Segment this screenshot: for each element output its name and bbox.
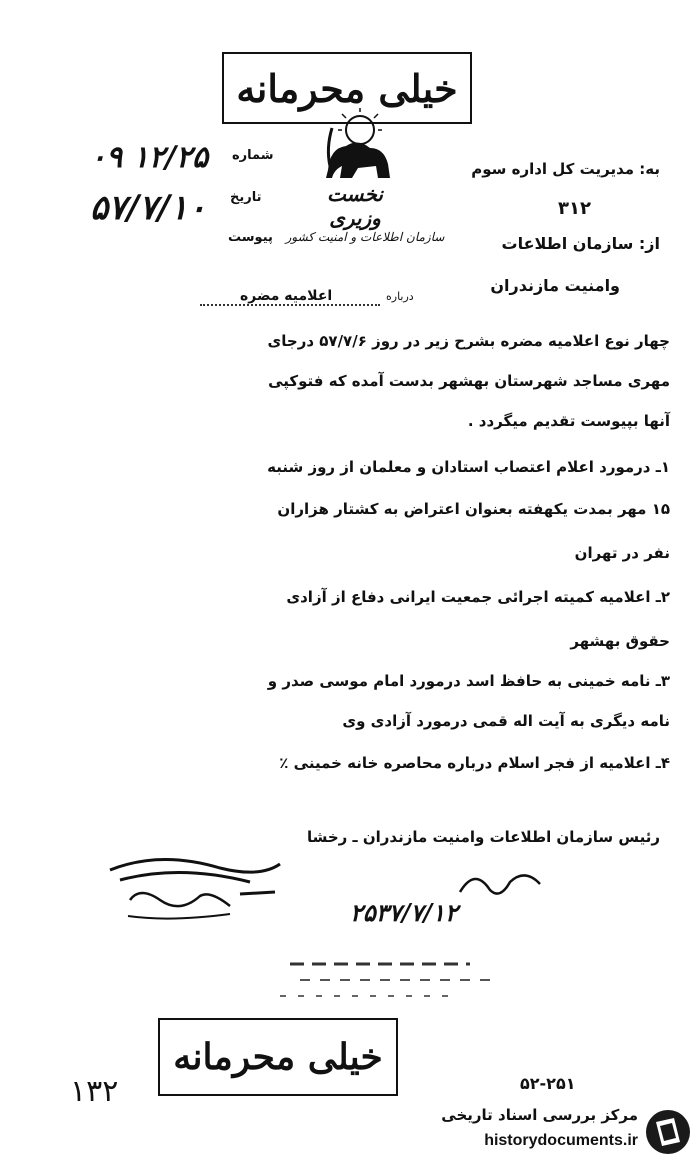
item-2-line-2: حقوق بهشهر xyxy=(570,632,670,650)
peyvast-label: پیوست xyxy=(228,230,273,245)
ministry-subtitle: سازمان اطلاعات و امنیت کشور xyxy=(285,230,445,244)
ministry-name: نخست وزیری xyxy=(327,182,383,230)
watermark-url: historydocuments.ir xyxy=(484,1132,638,1149)
intro-line-2: مهری مساجد شهرستان بهشهر بدست آمده که فتوکپی xyxy=(268,372,670,390)
subject-value: اعلامیه مضره xyxy=(240,288,333,304)
faint-stamp-marks xyxy=(270,950,510,1010)
intro-line-1: چهار نوع اعلامیه مضره بشرح زیر در روز ۵۷/۷/۶ درجای xyxy=(267,332,670,350)
signature-line: رئیس سازمان اطلاعات وامنیت مازندران ـ رخشا xyxy=(306,828,660,846)
tarikh-value: ۵۷/۷/۱۰ xyxy=(90,188,207,228)
shomare-label: شماره xyxy=(232,148,274,163)
doc-code: ۵۲-۲۵۱ xyxy=(520,1074,576,1093)
classification-stamp-top-text: خیلی محرمانه xyxy=(236,65,458,111)
watermark xyxy=(412,1104,692,1160)
item-1-line-2: ۱۵ مهر بمدت یکهفته بعنوان اعتراض به کشتار هزاران xyxy=(277,500,670,518)
item-3-line-1: ۳ـ نامه خمینی به حافظ اسد درمورد امام موسی صدر و xyxy=(267,672,670,690)
document-code: ۳۱۲ xyxy=(558,198,591,219)
item-4-line-1: ۴ـ اعلامیه از فجر اسلام درباره محاصره خانه خمینی ٪ xyxy=(279,754,670,772)
item-3-line-2: نامه دیگری به آیت اله قمی درمورد آزادی وی xyxy=(342,712,670,730)
from-line-2: وامنیت مازندران xyxy=(490,276,620,295)
tarikh-label: تاریخ xyxy=(230,190,262,205)
shomare-value: ۰۹ ۱۲/۲۵ xyxy=(90,140,209,175)
handwritten-signature xyxy=(100,850,290,930)
page-number: ۱۳۲ xyxy=(70,1074,119,1109)
to-line: به: مدیریت کل اداره سوم xyxy=(471,160,660,178)
handwritten-date: ۲۵۳۷/۷/۱۲ xyxy=(350,898,458,927)
watermark-logo-icon xyxy=(644,1108,692,1156)
classification-stamp-bottom xyxy=(158,1018,398,1096)
intro-line-3: آنها بپیوست تقدیم میگردد . xyxy=(467,412,670,430)
lion-and-sun-emblem xyxy=(318,108,398,186)
classification-stamp-bottom-text: خیلی محرمانه xyxy=(173,1036,383,1078)
item-2-line-1: ۲ـ اعلامیه کمیته اجرائی جمعیت ایرانی دفاع از آزادی xyxy=(286,588,670,606)
watermark-title: مرکز بررسی اسناد تاریخی xyxy=(441,1106,638,1124)
handwritten-initials xyxy=(455,862,545,902)
item-1-line-1: ۱ـ درمورد اعلام اعتصاب استادان و معلمان از روز شنبه xyxy=(267,458,670,476)
item-1-line-3: نفر در تهران xyxy=(574,544,670,562)
from-line-1: از: سازمان اطلاعات xyxy=(501,234,660,253)
subject-label: درباره xyxy=(386,290,414,303)
